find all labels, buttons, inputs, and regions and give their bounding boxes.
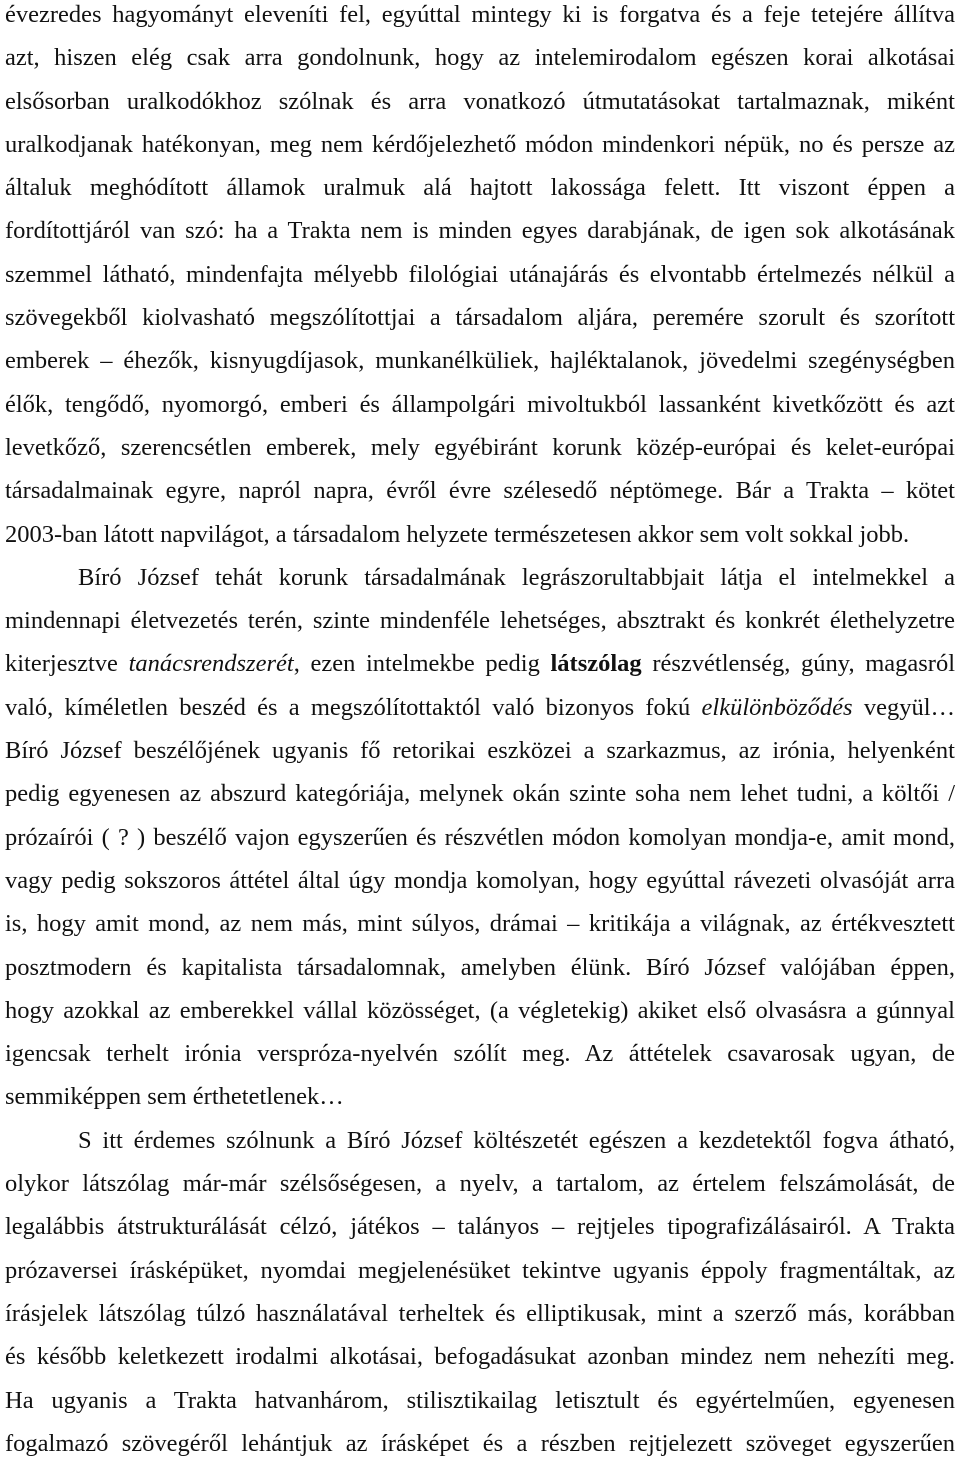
- text-line: [5, 303, 955, 333]
- text-line: [5, 1429, 955, 1459]
- text-run: évezredes hagyományt eleveníti fel, egyúttal mintegy ki is forgatva és a feje tetejére állítva: [5, 1, 955, 28]
- text-run: mindennapi életvezetés terén, szinte mindenféle lehetséges, absztrakt és konkrét élethelyzetre: [5, 607, 955, 635]
- text-line: [5, 1386, 955, 1416]
- text-run: posztmodern és kapitalista társadalomnak, amelyben élünk. Bíró József valójában éppen,: [5, 953, 955, 981]
- text-line: [5, 433, 955, 463]
- text-run: emberek – éhezők, kisnyugdíjasok, munkanélküliek, hajléktalanok, jövedelmi szegénységben: [5, 347, 955, 375]
- text-run: Ha ugyanis a Trakta hatvanhárom, stilisztikailag letisztult és egyértelműen, egyenesen: [5, 1386, 955, 1414]
- text-line: [5, 1212, 955, 1242]
- text-run: részvétlenség, gúny, magasról: [641, 650, 956, 678]
- text-run: S itt érdemes szólnunk a Bíró József költészetét egészen a kezdetektől fogva átható,: [78, 1126, 955, 1154]
- text-line: [5, 823, 955, 853]
- text-line: [5, 1342, 955, 1372]
- text-run: legalábbis átstrukturálását célzó, játékos – talányos – rejtjeles tipografizálásairól. A Trakta: [5, 1213, 955, 1241]
- text-run: Bíró József beszélőjének ugyanis fő retorikai eszközei a szarkazmus, az irónia, helyenként: [5, 737, 955, 765]
- text-run: fordítottjáról van szó: ha a Trakta nem is minden egyes darabjának, de igen sok alkotásának: [5, 217, 955, 245]
- text-line: [5, 563, 955, 593]
- text-line: [5, 260, 955, 290]
- text-line: [5, 1126, 955, 1156]
- document-page: [5, 0, 955, 1459]
- text-line: [5, 1039, 955, 1069]
- text-run: olykor látszólag már-már szélsőségesen, a nyelv, a tartalom, az értelem felszámolását, de: [5, 1170, 955, 1198]
- text-line: [5, 520, 955, 550]
- text-line: [5, 476, 955, 506]
- text-line: [5, 1082, 955, 1112]
- text-run: szövegekből kiolvasható megszólítottjai a társadalom aljára, peremére szorult és szorított: [5, 304, 955, 332]
- text-run: semmiképpen sem érthetetlenek…: [5, 1083, 344, 1111]
- text-line: [5, 43, 955, 73]
- text-run: való, kíméletlen beszéd és a megszólítottaktól való bizonyos fokú: [5, 693, 702, 721]
- text-line: [5, 0, 955, 30]
- text-run: is, hogy amit mond, az nem más, mint súlyos, drámai – kritikája a világnak, az értékvesztett: [5, 910, 955, 938]
- text-run: szemmel látható, mindenfajta mélyebb filológiai utánajárás és elvontabb értelmezés nélkül a: [5, 260, 955, 288]
- text-run: Bíró József tehát korunk társadalmának legrászorultabbjait látja el intelmekkel a: [78, 563, 955, 591]
- bold-text: látszólag: [550, 650, 642, 678]
- text-line: [5, 130, 955, 160]
- text-run: társadalmainak egyre, napról napra, évről évre szélesedő néptömege. Bár a Trakta – kötet: [5, 477, 955, 505]
- text-line: [5, 649, 955, 679]
- text-line: [5, 1299, 955, 1329]
- text-line: [5, 953, 955, 983]
- text-line: [5, 1169, 955, 1199]
- text-line: [5, 736, 955, 766]
- text-run: igencsak terhelt irónia verspróza-nyelvén szólít meg. Az áttételek csavarosak ugyan, de: [5, 1040, 955, 1068]
- text-run: írásjelek látszólag túlzó használatával terheltek és elliptikusak, mint a szerző más, korábban: [5, 1299, 955, 1327]
- text-run: azt, hiszen elég csak arra gondolnunk, hogy az intelemirodalom egészen korai alkotásai: [5, 44, 955, 72]
- text-line: [5, 909, 955, 939]
- text-line: [5, 173, 955, 203]
- text-run: 2003-ban látott napvilágot, a társadalom helyzete természetesen akkor sem volt sokkal jobb.: [5, 520, 910, 548]
- text-run: élők, tengődő, nyomorgó, emberi és állampolgári mivoltukból lassanként kivetkőzött és azt: [5, 390, 955, 418]
- italic-text: tanácsrendszerét: [128, 650, 294, 678]
- text-run: fogalmazó szövegéről lehántjuk az írásképet és a részben rejtjelezett szöveget egyszerűen: [5, 1429, 955, 1457]
- text-line: [5, 216, 955, 246]
- text-line: [5, 1256, 955, 1286]
- text-line: [5, 693, 955, 723]
- text-line: [5, 606, 955, 636]
- text-run: prózaversei írásképüket, nyomdai megjelenésüket tekintve ugyanis éppoly fragmentáltak, az: [5, 1256, 955, 1284]
- text-line: [5, 87, 955, 117]
- text-run: hogy azokkal az emberekkel vállal közösséget, (a végletekig) akiket első olvasásra a gúnnyal: [5, 996, 955, 1024]
- text-line: [5, 390, 955, 420]
- text-run: vegyül…: [852, 693, 956, 721]
- text-run: elsősorban uralkodókhoz szólnak és arra vonatkozó útmutatásokat tartalmaznak, miként: [5, 87, 955, 115]
- text-run: levetkőző, szerencsétlen emberek, mely egyébiránt korunk közép-európai és kelet-európai: [5, 433, 955, 461]
- text-line: [5, 346, 955, 376]
- text-line: [5, 866, 955, 896]
- paragraph-runs-on: [5, 1126, 955, 1459]
- text-run: kiterjesztve: [5, 650, 129, 678]
- text-run: uralkodjanak hatékonyan, meg nem kérdőjelezhető módon mindenkori népük, no és persze az: [5, 130, 955, 158]
- text-run: általuk meghódított államok uralmuk alá hajtott lakossága felett. Itt viszont éppen a: [5, 174, 955, 202]
- text-run: vagy pedig sokszoros áttétel által úgy mondja komolyan, hogy egyúttal rávezeti olvasóját arra: [5, 866, 955, 894]
- text-line: [5, 996, 955, 1026]
- italic-text: elkülönböződés: [701, 693, 853, 721]
- text-run: , ezen intelmekbe pedig: [293, 650, 551, 678]
- text-run: pedig egyenesen az abszurd kategóriája, melynek okán szinte soha nem lehet tudni, a költői /: [5, 780, 955, 808]
- text-run: és később keletkezett irodalmi alkotásai, befogadásukat azonban mindez nem nehezíti meg.: [5, 1343, 955, 1371]
- paragraph-continued: [5, 0, 955, 550]
- text-line: [5, 779, 955, 809]
- text-run: prózaírói ( ? ) beszélő vajon egyszerűen és részvétlen módon komolyan mondja-e, amit mond,: [5, 823, 955, 851]
- paragraph: [5, 563, 955, 1113]
